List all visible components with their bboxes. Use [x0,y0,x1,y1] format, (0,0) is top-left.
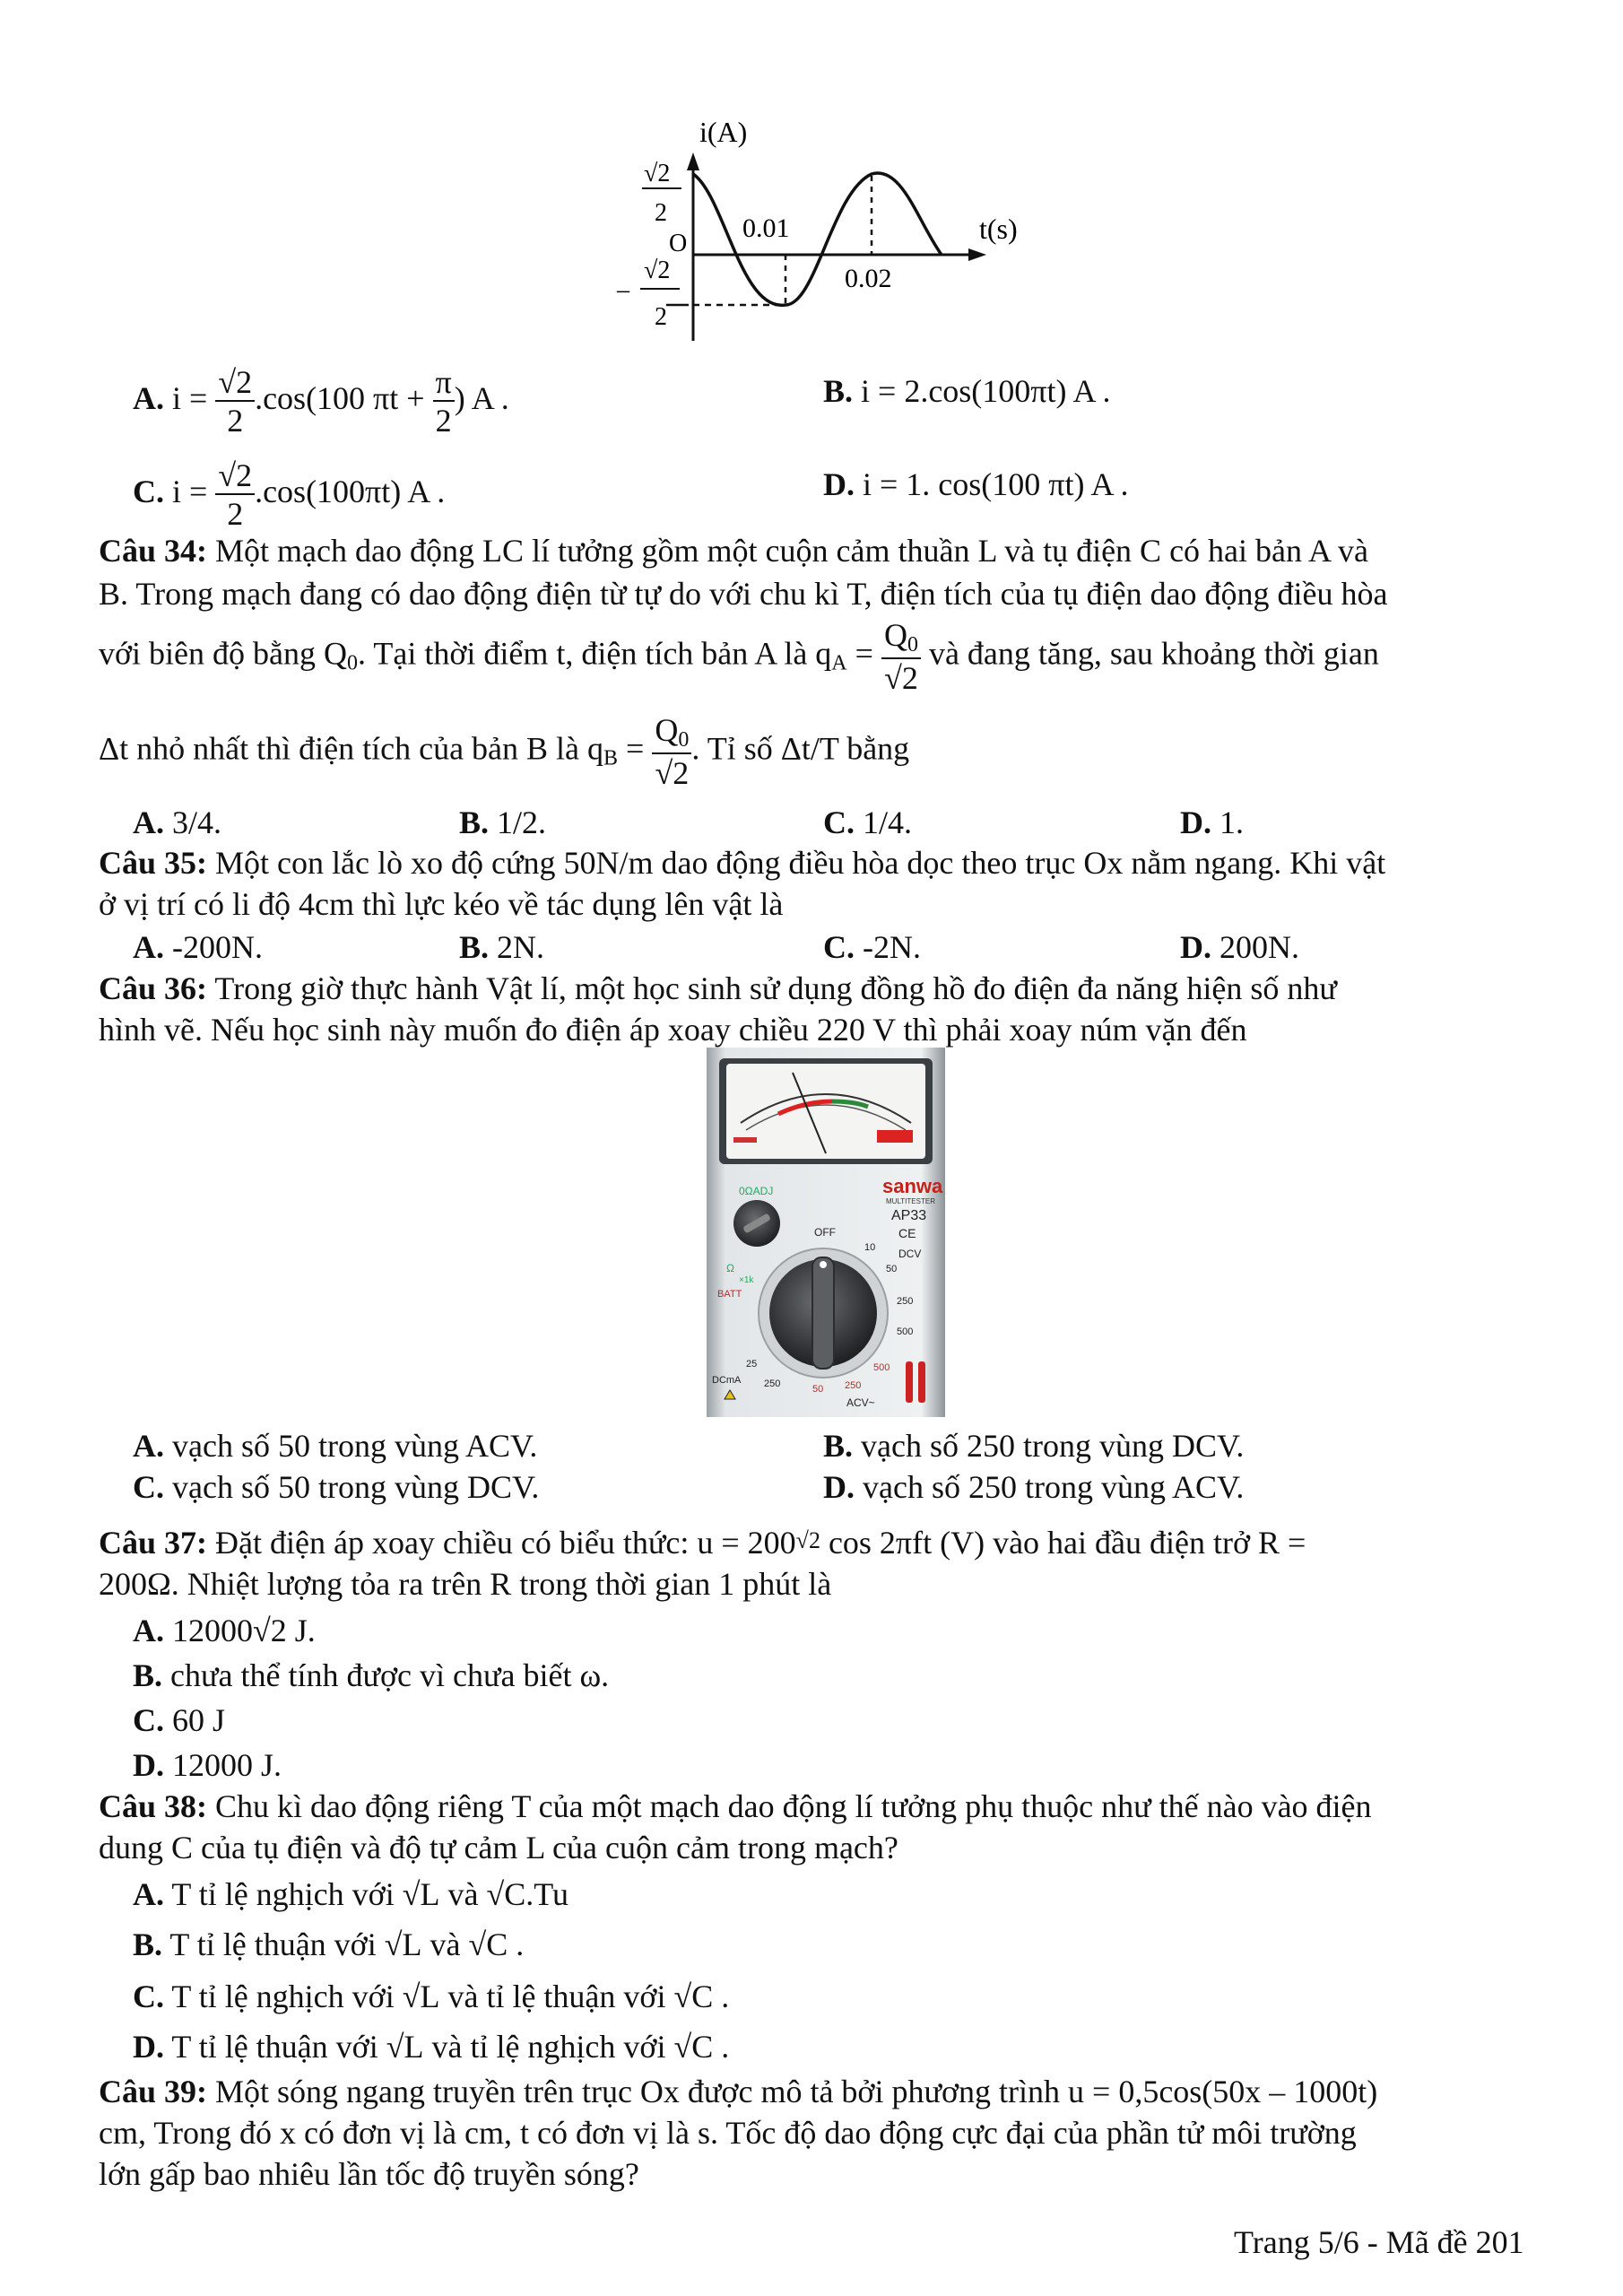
q38-opt-c: C. T tỉ lệ nghịch với √L và tỉ lệ thuận với √C . [133,1979,730,2014]
meter-dcv-50: 50 [886,1264,898,1274]
q35-opt-c-letter: C. [823,929,855,965]
q34-qa-frac: $\frac{Q_0}{√2}$ [881,619,921,694]
q35-line2: ở vị trí có li độ 4cm thì lực kéo về tác dụng lên vật là [99,886,784,922]
q38-d-C: C [691,2029,714,2065]
q33-a-num: 2 [236,364,253,400]
q36-line1 [99,969,1337,1008]
q36-opt-d [823,1467,1244,1507]
meter-ohm-x1k: ×1k [739,1275,754,1285]
q36-opt-a-text: vạch số 50 trong vùng ACV. [172,1428,538,1464]
q36-opt-a-letter: A. [133,1428,164,1464]
q36-opt-d-letter: D. [823,1469,855,1505]
q34-opt-b-letter: B. [459,804,490,840]
q35-opt-d-text: 200N. [1219,929,1299,965]
q39-label: Câu 39: [99,2074,208,2109]
q37-line1 [99,1521,1306,1562]
q33-a-den: 2 [227,403,244,439]
q38-a-b: và [439,1876,487,1912]
q33-a-piden: 2 [435,403,452,439]
q38-c-a: T tỉ lệ nghịch với [171,1979,395,2014]
q38-b-C: C [486,1926,508,1962]
q38-d-b: và tỉ lệ nghịch với [423,2029,674,2065]
q36-opt-b [823,1426,1244,1465]
q37-opt-a-post: J. [286,1613,316,1648]
q37-opt-a-rad: 2 [270,1613,287,1648]
q34-qa-den: 2 [901,660,918,696]
q34-line1 [99,531,1368,570]
graph-x-label: t(s) [979,213,1018,245]
meter-dcv-25: 25 [746,1359,758,1370]
q36-opt-c-letter: C. [133,1469,164,1505]
meter-off: OFF [814,1226,836,1239]
q34-eq-b: = [618,730,653,767]
q38-d-L: L [404,2029,424,2065]
q38-d-a: T tỉ lệ thuận với [171,2029,378,2065]
q36-opt-b-letter: B. [823,1428,854,1464]
q33-c-post: .cos(100πt) A . [255,473,446,509]
q35-opt-d-letter: D. [1180,929,1211,965]
q34-eq-a: = [846,635,881,672]
q34-label: Câu 34: [99,533,208,569]
q37-opt-b [133,1656,609,1695]
meter-model: AP33 [891,1208,927,1223]
meter-dcv-label: DCV [898,1248,922,1260]
q39-line3: lớn gấp bao nhiêu lần tốc độ truyền sóng? [99,2156,639,2192]
meter-acv-250: 250 [845,1380,862,1391]
meter-batt: BATT [717,1289,742,1300]
q37-l1b: cos 2πft (V) vào hai đầu điện trở R = [820,1525,1306,1561]
q36-opt-b-text: vạch số 250 trong vùng DCV. [861,1428,1245,1464]
graph-bot-num: √2 [644,257,671,284]
meter-acv-label: ACV~ [846,1396,875,1409]
q38-b-letter: B. [133,1926,163,1962]
q36-opt-c-text: vạch số 50 trong vùng DCV. [172,1469,540,1505]
q37-opt-d-text: 12000 J. [172,1747,282,1783]
q34-qb-numsub: 0 [678,728,690,752]
meter-acv-500: 500 [873,1362,890,1373]
q38-c-C: C [691,1979,714,2014]
q36-opt-a [133,1426,537,1465]
q37-opt-a-letter: A. [133,1613,164,1648]
q37-l1-rad: 2 [808,1527,820,1553]
meter-dcv-500: 500 [897,1326,914,1337]
q33-d-text: i = 1. cos(100 πt) A . [863,466,1129,502]
q33-a-letter: A. [133,379,164,416]
q33-a-post: ) A . [454,379,509,416]
q33-c-num: 2 [236,457,253,493]
q38-d-c: . [713,2029,730,2065]
q33-a-frac: $\frac{√2}{2}$ [215,366,255,437]
q37-opt-a-pre: 12000 [172,1613,253,1648]
q37-opt-a [133,1611,316,1650]
q38-a-C: C [504,1876,526,1912]
q37-opt-a-sqrt: √2 [253,1613,287,1648]
q33-b-text: i = 2.cos(100πt) A . [861,373,1111,409]
q33-a-pre: i = [172,379,216,416]
q35-opt-c-text: -2N. [863,929,921,965]
q38-a-L: L [420,1876,440,1912]
q37-sqrt: √2 [796,1527,820,1553]
q33-a-pinum: π [433,366,455,402]
q37-opt-b-text: chưa thể tính được vì chưa biết ω. [170,1657,610,1693]
current-time-graph [610,106,1040,350]
q34-line3 [99,619,1379,694]
q33-c-letter: C. [133,473,164,509]
meter-dcv-10: 10 [864,1242,876,1253]
q33-c-frac: $\frac{√2}{2}$ [215,459,255,530]
q38-label: Câu 38: [99,1788,208,1824]
q34-qb-sub: B [603,746,619,770]
q34-opt-c [823,803,912,842]
q35-line1 [99,843,1385,883]
q33-c-pre: i = [172,473,208,509]
q37-opt-d-letter: D. [133,1747,164,1783]
q38-c-c: . [713,1979,730,2014]
q34-qa-num: Q [883,617,907,653]
q37-opt-c [133,1700,225,1740]
q33-option-d [823,465,1128,504]
q37-opt-c-text: 60 J [172,1702,226,1738]
q34-opt-d-text: 1. [1219,804,1244,840]
q34-opt-b [459,803,546,842]
meter-dcv-250: 250 [897,1296,914,1307]
q38-a-a: T tỉ lệ nghịch với [171,1876,395,1912]
q37-l1a: Đặt điện áp xoay chiều có biểu thức: u = 200 [215,1525,796,1561]
graph-tick-001: 0.01 [742,213,790,243]
q34-qb-num: Q [655,712,679,748]
q33-c-den: 2 [227,496,244,532]
q38-opt-b: B. T tỉ lệ thuận với √L và √C . [133,1926,525,1962]
q33-option-b [823,371,1111,411]
q35-opt-c [823,927,921,967]
q34-opt-a [133,803,221,842]
q34-l4a: Δt nhỏ nhất thì điện tích của bản B là q [99,730,604,767]
graph-bot-sign: – [617,276,629,304]
graph-tick-002: 0.02 [845,264,892,293]
page-footer: Trang 5/6 - Mã đề 201 [1234,2224,1524,2260]
q34-opt-a-letter: A. [133,804,164,840]
graph-origin: O [669,230,688,257]
q37-opt-d [133,1745,282,1785]
q34-line2: B. Trong mạch đang có dao động điện từ tự do với chu kì T, điện tích của tụ điện dao động điều hòa [99,576,1388,612]
q34-line1-text: Một mạch dao động LC lí tưởng gồm một cuộn cảm thuần L và tụ điện C có hai bản A và [215,533,1369,569]
q36-opt-c [133,1467,539,1507]
q34-qb-frac: $\frac{Q_0}{√2}$ [652,714,691,789]
q38-b-b: và [421,1926,469,1962]
q38-b-a: T tỉ lệ thuận với [169,1926,377,1962]
q34-qa-numsub: 0 [907,633,918,657]
q38-line2: dung C của tụ điện và độ tự cảm L của cuộn cảm trong mạch? [99,1830,898,1866]
q35-label: Câu 35: [99,845,208,881]
q33-d-letter: D. [823,466,855,502]
q38-d-letter: D. [133,2029,164,2065]
q37-line2: 200Ω. Nhiệt lượng tỏa ra trên R trong thời gian 1 phút là [99,1566,832,1602]
graph-top-den: 2 [655,199,667,227]
q34-opt-b-text: 1/2. [497,804,547,840]
q39-line1-text: Một sóng ngang truyền trên trục Ox được mô tả bởi phương trình u = 0,5cos(50x – 1000t) [215,2074,1378,2109]
q34-l4b: . Tỉ số Δt/T bằng [691,730,910,767]
q38-opt-a: A. T tỉ lệ nghịch với √L và √C.Tu [133,1876,568,1912]
meter-dcma-250: 250 [764,1378,781,1389]
q39-line1 [99,2072,1377,2111]
q36-opt-d-text: vạch số 250 trong vùng ACV. [863,1469,1245,1505]
q38-c-letter: C. [133,1979,164,2014]
q35-opt-a-text: -200N. [172,929,263,965]
q34-opt-a-text: 3/4. [172,804,222,840]
q35-opt-a [133,927,263,967]
q38-line1 [99,1787,1372,1826]
q34-opt-c-letter: C. [823,804,855,840]
meter-acv-50: 50 [812,1384,824,1395]
q35-opt-d [1180,927,1299,967]
q38-a-letter: A. [133,1876,164,1912]
q33-a-pifrac [433,366,455,437]
q35-opt-a-letter: A. [133,929,164,965]
meter-dcma: DCmA [712,1375,742,1386]
q37-label: Câu 37: [99,1525,208,1561]
multimeter-image [707,1048,945,1417]
q35-line1-text: Một con lắc lò xo độ cứng 50N/m dao động điều hòa dọc theo trục Ox nằm ngang. Khi vật [215,845,1386,881]
q34-opt-d-letter: D. [1180,804,1211,840]
q38-b-L: L [402,1926,422,1962]
q38-opt-d: D. T tỉ lệ thuận với √L và tỉ lệ nghịch với √C . [133,2029,730,2065]
q35-opt-b-text: 2N. [497,929,545,965]
graph-bot-den: 2 [655,303,667,331]
q33-option-c [133,459,445,530]
q38-c-b: và tỉ lệ thuận với [439,1979,674,2014]
q33-a-mid: .cos(100 πt + [255,379,425,416]
q37-opt-c-letter: C. [133,1702,164,1738]
q34-opt-d [1180,803,1244,842]
q34-l3sub: 0 [347,651,358,675]
q38-b-c: . [508,1926,525,1962]
q34-opt-c-text: 1/4. [863,804,913,840]
q36-line2: hình vẽ. Nếu học sinh này muốn đo điện áp xoay chiều 220 V thì phải xoay núm vặn đến [99,1012,1247,1048]
q35-opt-b [459,927,544,967]
q37-opt-b-letter: B. [133,1657,163,1693]
meter-ohm: Ω [726,1262,734,1274]
graph-y-label: i(A) [699,116,748,148]
q36-label: Câu 36: [99,970,208,1006]
q34-l3c: và đang tăng, sau khoảng thời gian [920,635,1379,672]
q33-option-a [133,366,509,437]
meter-adj-label: 0ΩADJ [739,1185,774,1197]
q33-b-letter: B. [823,373,854,409]
q34-l3a: với biên độ bằng Q [99,635,347,672]
q35-opt-b-letter: B. [459,929,490,965]
q34-line4 [99,714,909,789]
graph-top-num: √2 [644,160,671,187]
q38-line1-text: Chu kì dao động riêng T của một mạch dao động lí tưởng phụ thuộc như thế nào vào điện [215,1788,1372,1824]
q39-line2: cm, Trong đó x có đơn vị là cm, t có đơn vị là s. Tốc độ dao động cực đại của phần tử môi trường [99,2115,1357,2151]
q36-line1-text: Trong giờ thực hành Vật lí, một học sinh sử dụng đồng hồ đo điện đa năng hiện số như [214,970,1337,1006]
q34-qb-den: 2 [673,755,690,791]
q38-c-L: L [420,1979,440,2014]
meter-ce: CE [898,1226,916,1240]
q34-l3b: . Tại thời điểm t, điện tích bản A là q [358,635,832,672]
meter-brand: sanwa [882,1175,943,1197]
meter-model-small: MULTITESTER [886,1197,935,1205]
q34-qa-sub: A [831,651,847,675]
q38-a-c: .Tu [525,1876,568,1912]
